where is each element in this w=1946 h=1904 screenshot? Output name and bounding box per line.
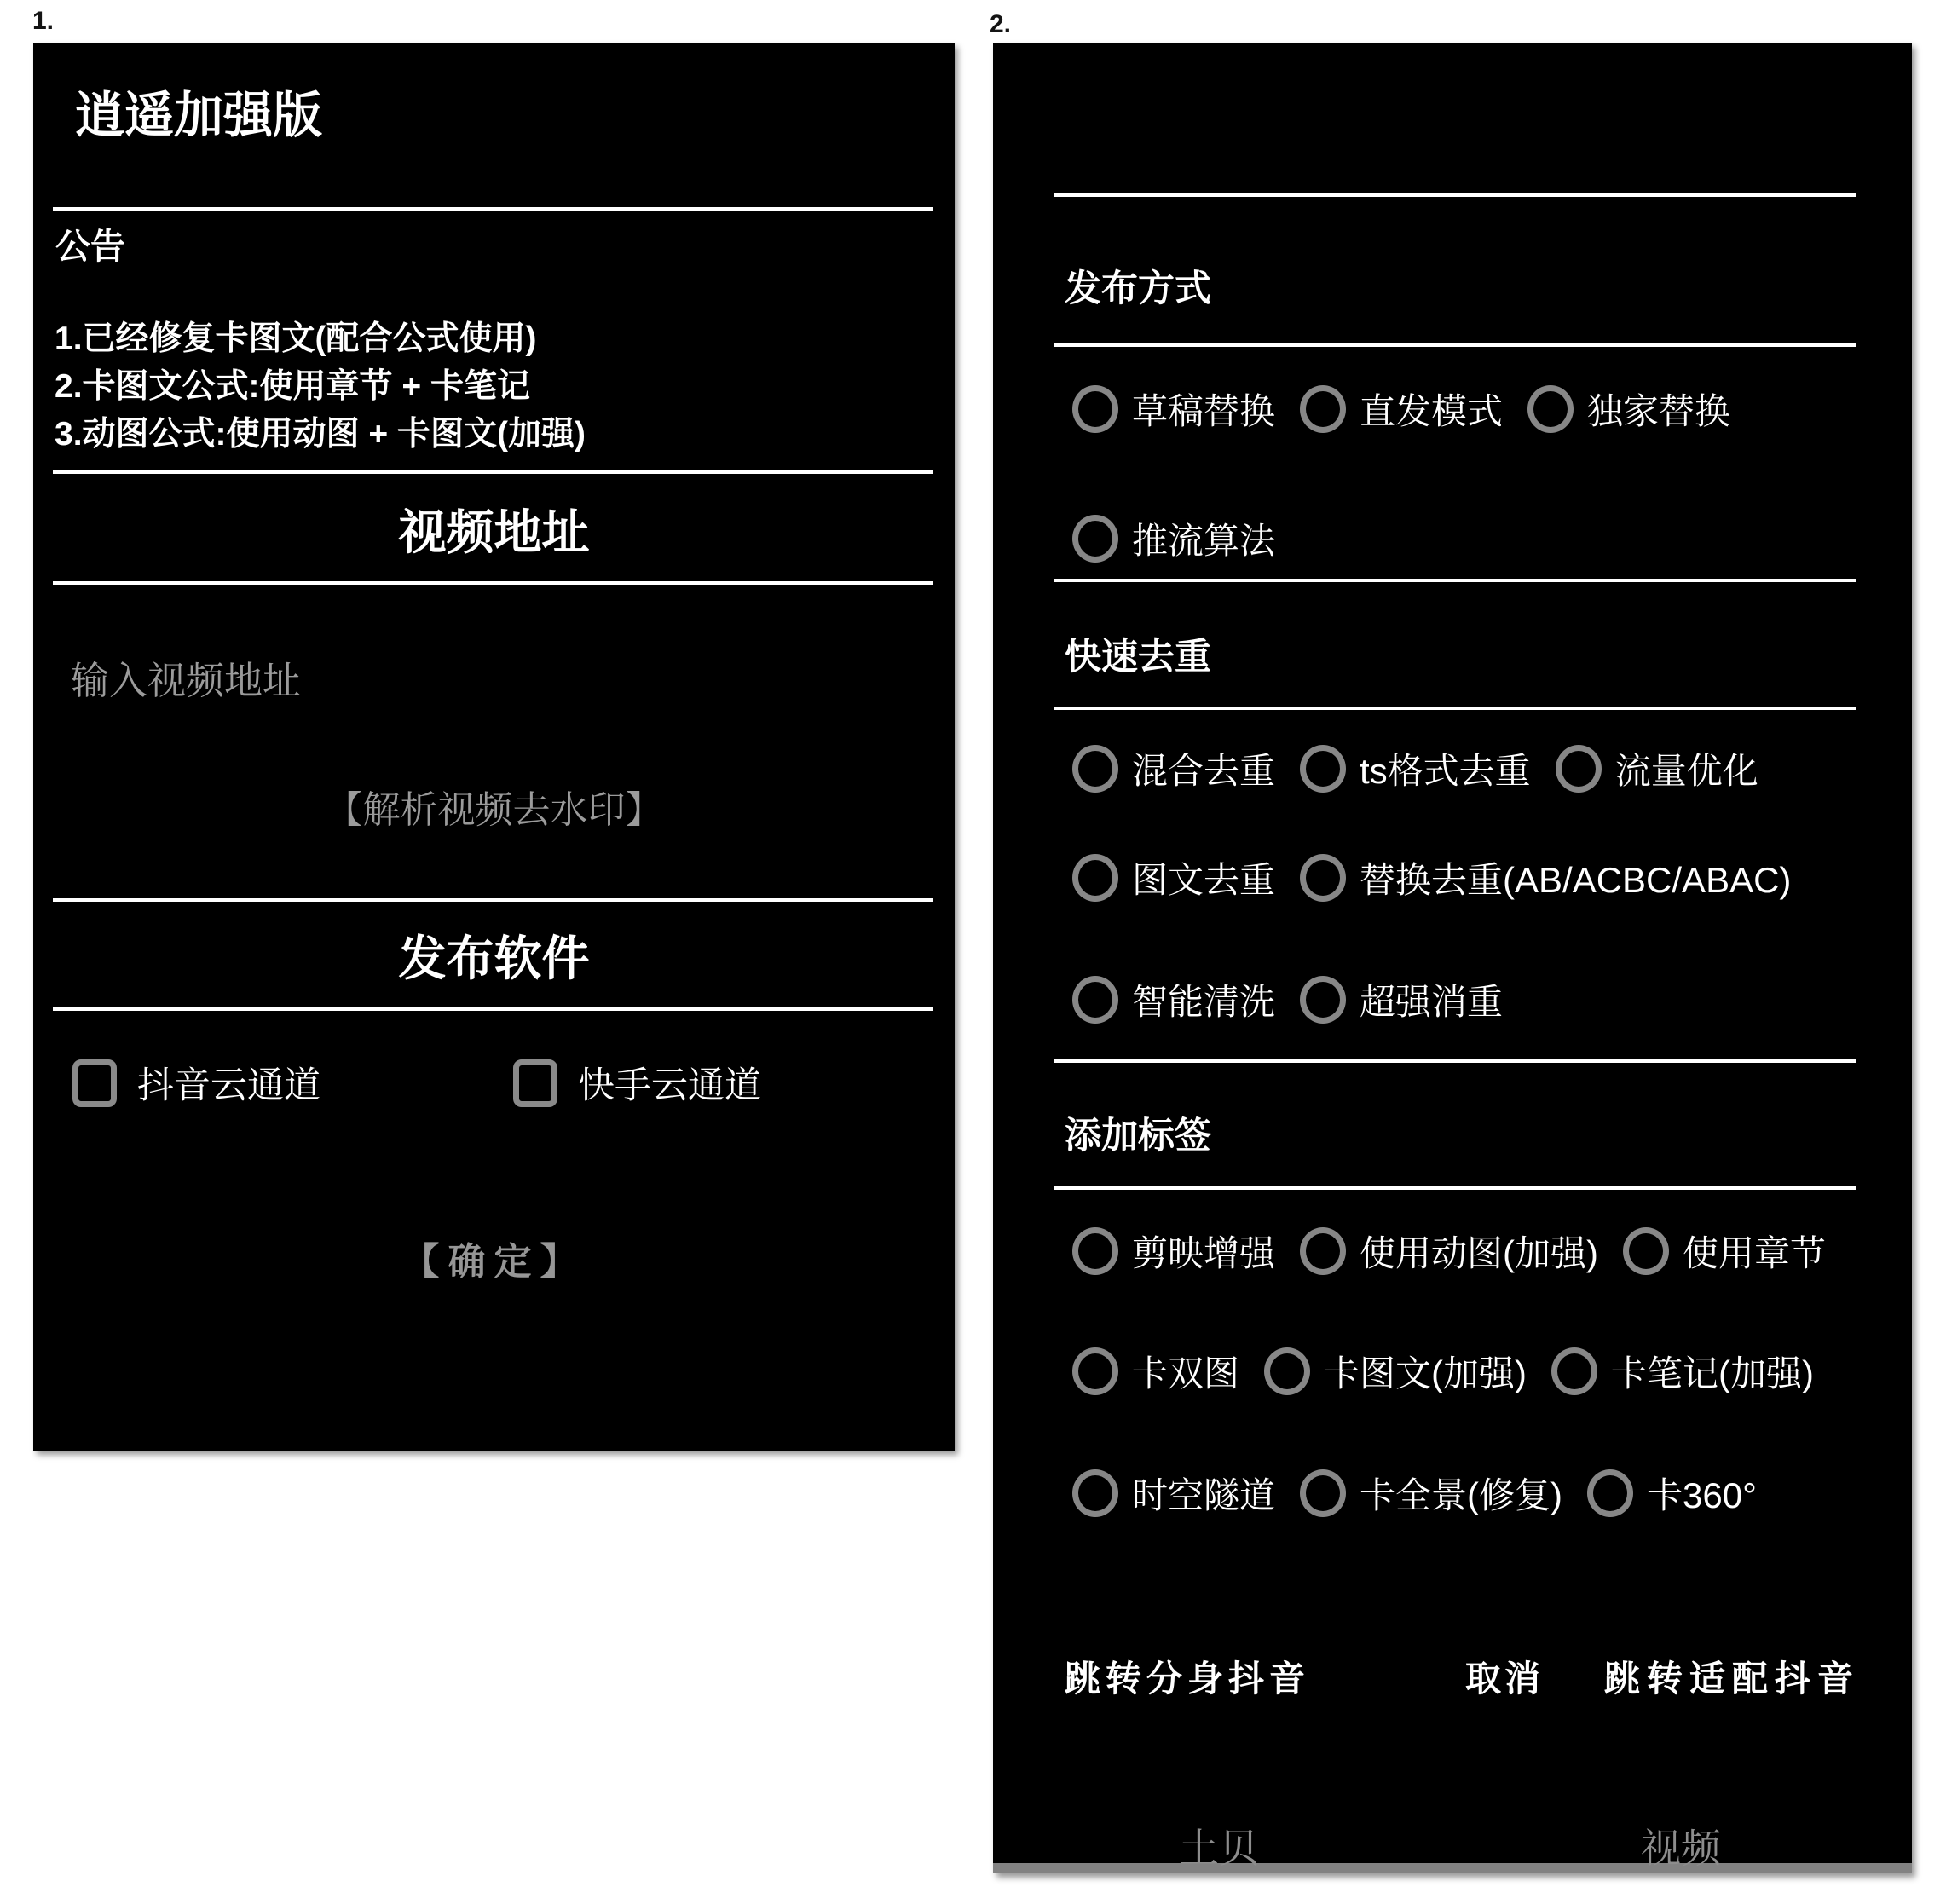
figure-label-1: 1. [32, 7, 55, 35]
radio-label: ts格式去重 [1360, 751, 1531, 791]
radio-icon[interactable] [1072, 854, 1118, 902]
add-tags-row-3 [1072, 1468, 1757, 1519]
video-url-input[interactable] [71, 655, 915, 707]
radio-icon[interactable] [1072, 1469, 1118, 1517]
radio-label: 独家替换 [1587, 391, 1731, 431]
publish-mode-row-2 [1072, 513, 1275, 564]
radio-label: 卡双图 [1132, 1353, 1240, 1393]
notice-line: 1.已经修复卡图文(配合公式使用) [55, 320, 537, 357]
dialog-publish-options [993, 43, 1912, 1873]
add-tags-row-2 [1072, 1346, 1814, 1397]
divider [1054, 343, 1856, 347]
divider [1054, 1059, 1856, 1063]
parse-video-button[interactable]: 【解析视频去水印】 [325, 789, 663, 831]
radio-option-traffic-optimize[interactable] [1556, 743, 1758, 794]
radio-icon[interactable] [1623, 1227, 1669, 1275]
radio-icon[interactable] [1300, 745, 1346, 793]
radio-label: 图文去重 [1132, 860, 1276, 900]
publish-mode-heading: 发布方式 [1065, 268, 1211, 309]
divider [1054, 579, 1856, 582]
radio-icon[interactable] [1072, 976, 1118, 1024]
radio-icon[interactable] [1072, 385, 1118, 433]
radio-label: 卡360° [1647, 1475, 1757, 1515]
radio-option-exclusive-replace[interactable] [1527, 384, 1730, 435]
radio-label: 时空隧道 [1132, 1475, 1276, 1515]
radio-option-super-dedup[interactable] [1300, 974, 1503, 1025]
radio-option-push-stream-algo[interactable] [1072, 513, 1275, 564]
radio-label: 使用动图(加强) [1360, 1233, 1598, 1273]
radio-option-ts-format-dedup[interactable] [1300, 743, 1531, 794]
checkbox-icon[interactable] [513, 1059, 557, 1107]
radio-icon[interactable] [1300, 1227, 1346, 1275]
radio-option-card-panorama-fixed[interactable] [1300, 1468, 1562, 1519]
radio-icon[interactable] [1072, 1227, 1118, 1275]
divider [53, 898, 933, 902]
divider [53, 1007, 933, 1011]
checkbox-label: 快手云通道 [578, 1065, 761, 1106]
radio-icon[interactable] [1072, 515, 1118, 563]
divider [53, 207, 933, 211]
quick-dedup-heading: 快速去重 [1065, 637, 1211, 678]
radio-icon[interactable] [1072, 745, 1118, 793]
radio-icon[interactable] [1264, 1347, 1310, 1395]
radio-label: 超强消重 [1360, 982, 1504, 1022]
radio-icon[interactable] [1300, 385, 1346, 433]
tab-home-partial[interactable]: 土贝 [1179, 1826, 1259, 1871]
radio-option-direct-mode[interactable] [1300, 384, 1503, 435]
radio-option-draft-replace[interactable] [1072, 384, 1275, 435]
add-tags-row-1 [1072, 1226, 1826, 1277]
radio-option-image-text-dedup[interactable] [1072, 852, 1275, 903]
radio-option-mixed-dedup[interactable] [1072, 743, 1275, 794]
radio-icon[interactable] [1556, 745, 1602, 793]
radio-option-use-chapter[interactable] [1623, 1226, 1826, 1277]
radio-icon[interactable] [1300, 976, 1346, 1024]
radio-label: 混合去重 [1132, 751, 1276, 791]
quick-dedup-row-3 [1072, 974, 1503, 1025]
radio-option-card-360[interactable] [1587, 1468, 1757, 1519]
radio-icon[interactable] [1527, 385, 1574, 433]
divider [53, 470, 933, 474]
checkbox-icon[interactable] [72, 1059, 117, 1107]
radio-label: 草稿替换 [1132, 391, 1276, 431]
notice-heading: 公告 [55, 227, 125, 266]
cancel-button[interactable]: 取消 [1465, 1659, 1545, 1699]
radio-label: 替换去重(AB/ACBC/ABAC) [1360, 860, 1792, 900]
radio-label: 直发模式 [1360, 391, 1504, 431]
radio-label: 推流算法 [1132, 521, 1276, 561]
publish-mode-row-1 [1072, 384, 1730, 435]
radio-icon[interactable] [1072, 1347, 1118, 1395]
radio-option-card-image-text-enhanced[interactable] [1264, 1346, 1527, 1397]
divider [1054, 707, 1856, 710]
radio-option-jianying-enhance[interactable] [1072, 1226, 1275, 1277]
radio-option-time-tunnel[interactable] [1072, 1468, 1275, 1519]
notice-line: 3.动图公式:使用动图 + 卡图文(加强) [55, 416, 586, 453]
checkbox-option-kuaishou-cloud[interactable] [513, 1057, 761, 1109]
radio-icon[interactable] [1587, 1469, 1633, 1517]
radio-option-replace-dedup[interactable] [1300, 852, 1791, 903]
video-section-title: 视频地址 [398, 505, 590, 559]
notice-line: 2.卡图文公式:使用章节 + 卡笔记 [55, 368, 530, 405]
radio-icon[interactable] [1300, 1469, 1346, 1517]
checkbox-label: 抖音云通道 [137, 1065, 320, 1106]
radio-label: 使用章节 [1683, 1233, 1827, 1273]
radio-label: 卡全景(修复) [1360, 1475, 1562, 1515]
radio-label: 卡笔记(加强) [1611, 1353, 1814, 1393]
radio-label: 智能清洗 [1132, 982, 1276, 1022]
jump-adapted-douyin-button[interactable]: 跳转适配抖音 [1604, 1659, 1861, 1699]
figure-label-2: 2. [990, 10, 1012, 38]
divider [1054, 1186, 1856, 1190]
radio-option-smart-clean[interactable] [1072, 974, 1275, 1025]
divider [53, 581, 933, 585]
checkbox-option-douyin-cloud[interactable] [72, 1057, 320, 1109]
notice-text [55, 315, 586, 459]
confirm-button[interactable]: 【确定】 [401, 1241, 586, 1283]
radio-icon[interactable] [1300, 854, 1346, 902]
tab-video-partial[interactable]: 视频 [1641, 1826, 1721, 1871]
radio-label: 流量优化 [1614, 751, 1758, 791]
radio-option-card-note-enhanced[interactable] [1551, 1346, 1814, 1397]
quick-dedup-row-2 [1072, 852, 1791, 903]
publish-section-title: 发布软件 [398, 932, 590, 985]
jump-clone-douyin-button[interactable]: 跳转分身抖音 [1065, 1659, 1311, 1699]
dialog-main [33, 43, 955, 1451]
radio-option-card-double-image[interactable] [1072, 1346, 1239, 1397]
divider [1054, 193, 1856, 197]
app-title: 逍遥加强版 [75, 88, 323, 143]
quick-dedup-row-1 [1072, 743, 1758, 794]
radio-label: 剪映增强 [1132, 1233, 1276, 1273]
radio-icon[interactable] [1551, 1347, 1597, 1395]
radio-label: 卡图文(加强) [1324, 1353, 1527, 1393]
add-tags-heading: 添加标签 [1065, 1116, 1211, 1157]
radio-option-use-gif-enhanced[interactable] [1300, 1226, 1598, 1277]
